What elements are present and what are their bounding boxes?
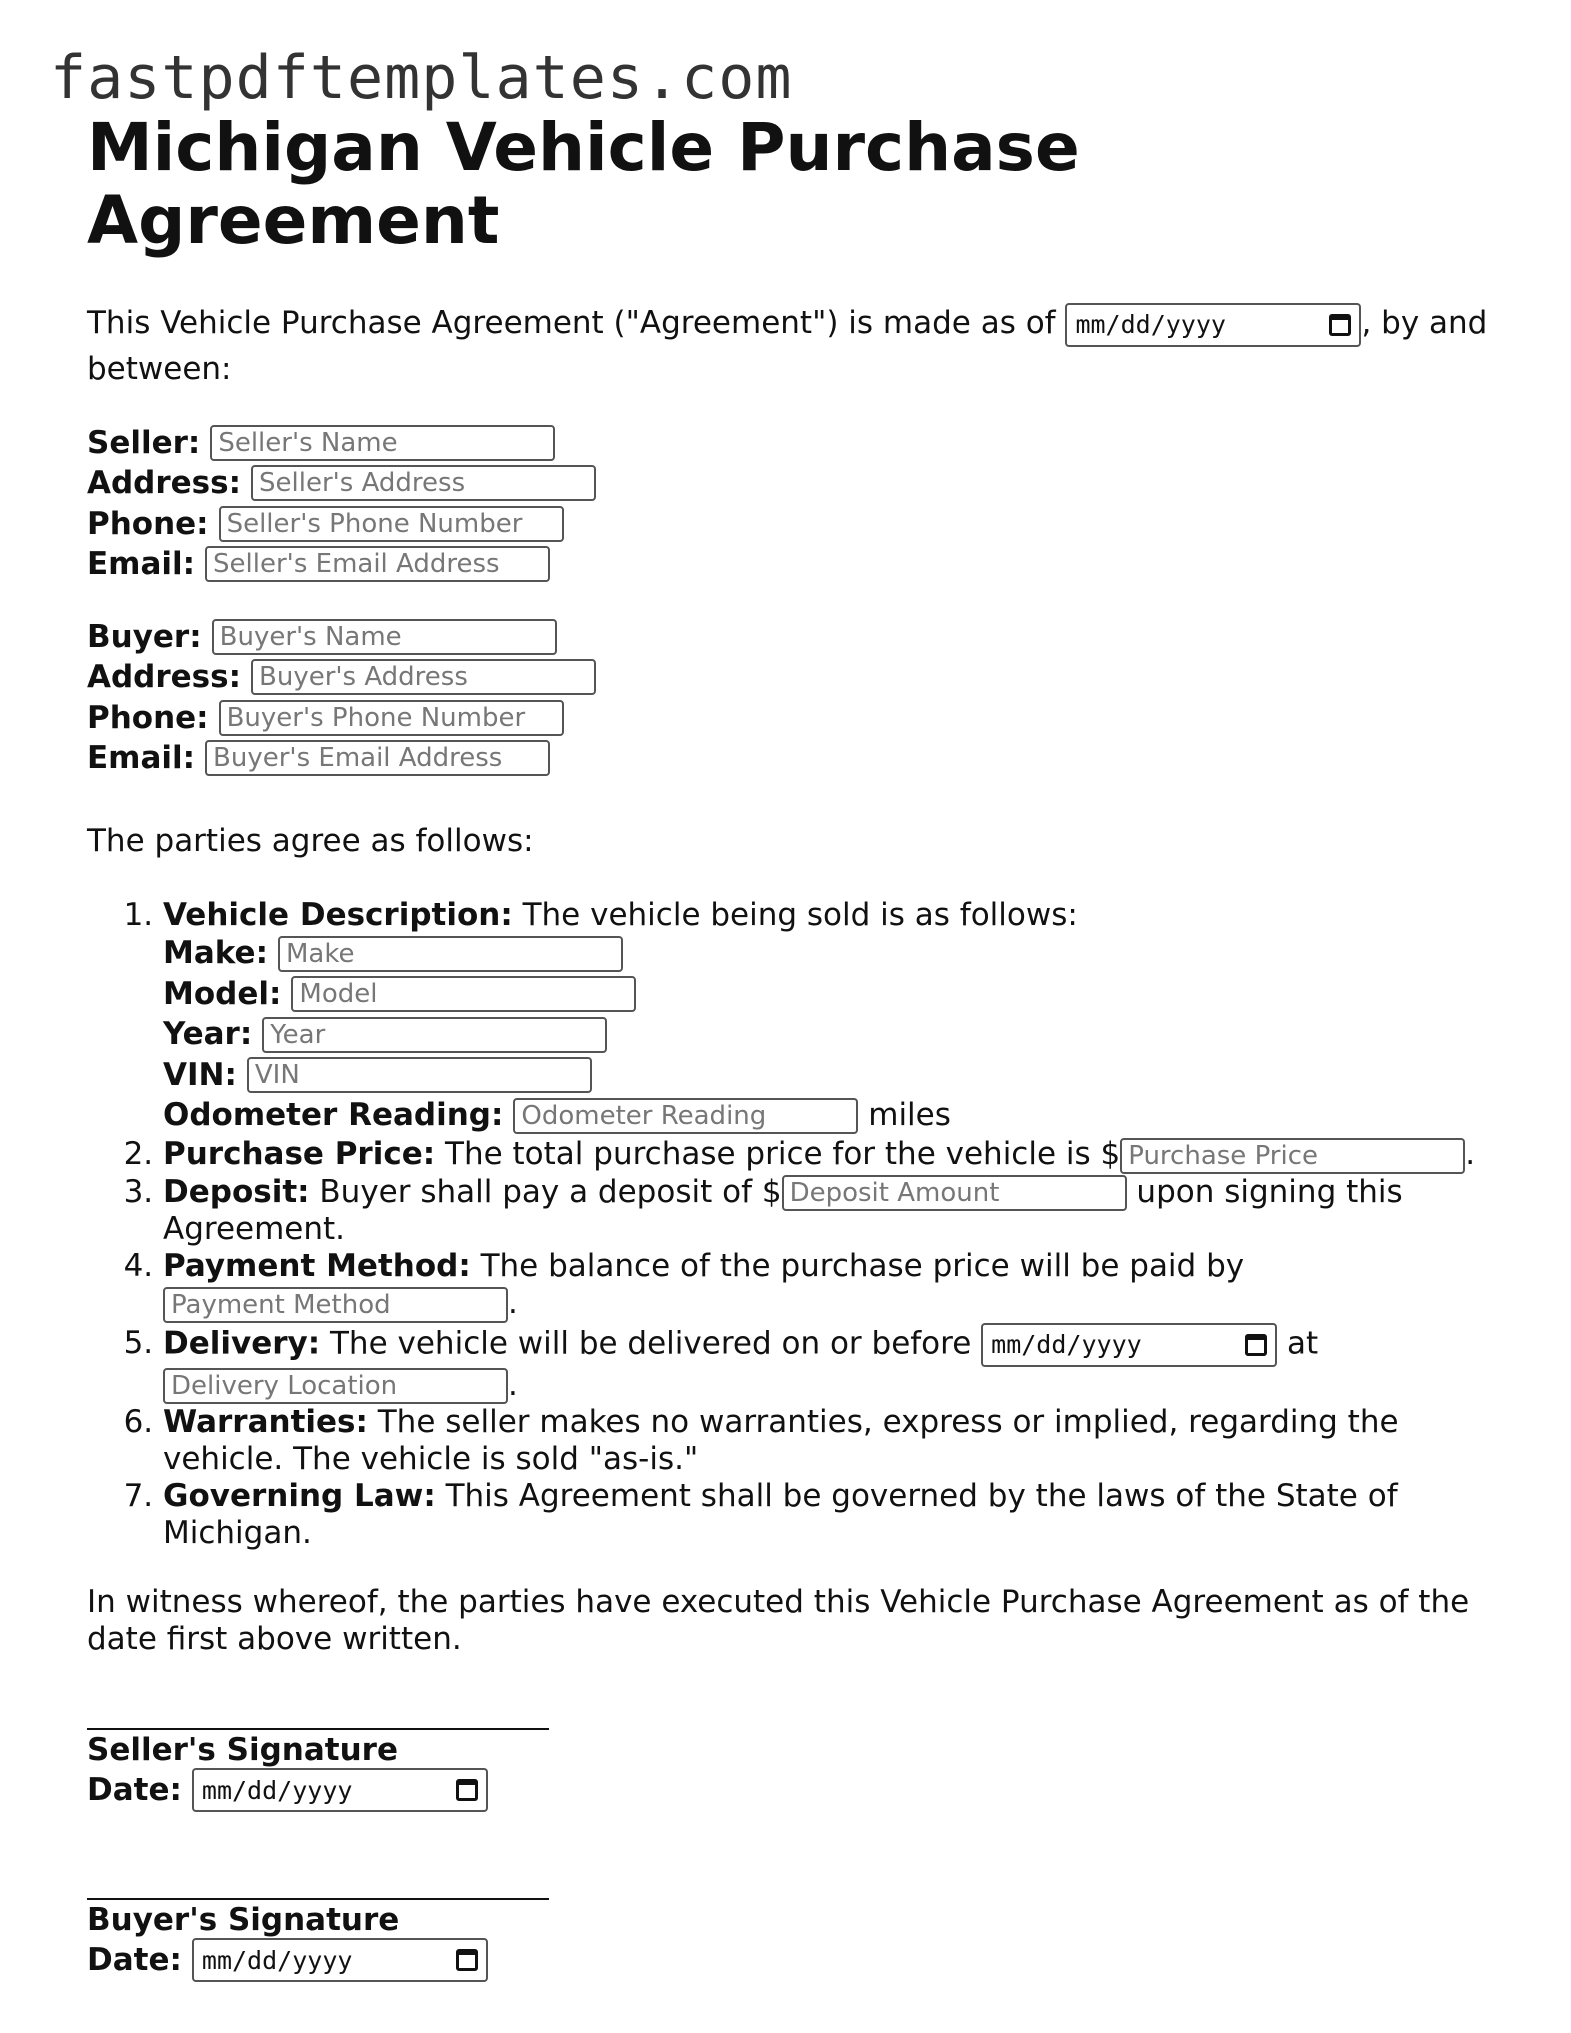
seller-address-input[interactable]: Seller's Address	[251, 465, 596, 501]
calendar-icon[interactable]	[1329, 314, 1351, 336]
clause-price: 2. Purchase Price: The total purchase price for the vehicle is $ Purchase Price .	[163, 1136, 1507, 1174]
model-input[interactable]: Model	[291, 976, 636, 1012]
buyer-signature-block: Buyer's Signature Date: mm/dd/yyyy	[87, 1868, 1507, 1982]
buyer-address-input[interactable]: Buyer's Address	[251, 659, 596, 695]
deposit-amount-input[interactable]: Deposit Amount	[782, 1175, 1127, 1211]
delivery-location-input[interactable]: Delivery Location	[163, 1368, 508, 1404]
clauses-list	[87, 897, 1507, 1553]
seller-name-input[interactable]: Seller's Name	[210, 425, 555, 461]
intro-paragraph: This Vehicle Purchase Agreement ("Agreement") is made as of mm/dd/yyyy , by and between:	[87, 301, 1507, 391]
buyer-phone-input[interactable]: Buyer's Phone Number	[219, 700, 564, 736]
agreement-date-input[interactable]: mm/dd/yyyy	[1065, 303, 1361, 347]
make-input[interactable]: Make	[278, 936, 623, 972]
document-page	[87, 109, 1507, 1982]
purchase-price-input[interactable]: Purchase Price	[1120, 1138, 1465, 1174]
seller-date-input[interactable]: mm/dd/yyyy	[192, 1768, 488, 1812]
seller-phone-input[interactable]: Seller's Phone Number	[219, 506, 564, 542]
witness-text: In witness whereof, the parties have executed this Vehicle Purchase Agreement as of the date first above written.	[87, 1584, 1470, 1658]
calendar-icon[interactable]	[456, 1949, 478, 1971]
clause-governing-law: 7. Governing Law: This Agreement shall be governed by the laws of the State of Michigan.	[163, 1478, 1507, 1552]
seller-email-input[interactable]: Seller's Email Address	[205, 546, 550, 582]
payment-method-input[interactable]: Payment Method	[163, 1287, 508, 1323]
delivery-date-input[interactable]: mm/dd/yyyy	[981, 1323, 1277, 1367]
vin-input[interactable]: VIN	[247, 1057, 592, 1093]
clause-warranties: 6. Warranties: The seller makes no warranties, express or implied, regarding the vehicle. The vehicle is sold "as-is."	[163, 1404, 1507, 1478]
seller-signature-block: Seller's Signature Date: mm/dd/yyyy	[87, 1698, 1507, 1812]
agree-text: The parties agree as follows:	[87, 822, 534, 859]
clause-deposit: 3. Deposit: Buyer shall pay a deposit of $ Deposit Amount upon signing this Agreement.	[163, 1174, 1507, 1249]
clause-payment: 4. Payment Method: The balance of the purchase price will be paid by Payment Method .	[163, 1248, 1507, 1323]
buyer-date-input[interactable]: mm/dd/yyyy	[192, 1938, 488, 1982]
buyer-name-input[interactable]: Buyer's Name	[212, 619, 557, 655]
year-input[interactable]: Year	[262, 1017, 607, 1053]
calendar-icon[interactable]	[456, 1779, 478, 1801]
odometer-input[interactable]: Odometer Reading	[513, 1098, 858, 1134]
watermark: fastpdftemplates.com	[50, 43, 793, 113]
page-title: Michigan Vehicle Purchase Agreement	[87, 109, 1080, 259]
seller-signature-line[interactable]	[87, 1698, 549, 1730]
seller-block: Seller: Seller's Name Address: Seller's Address Phone: Seller's Phone Number Email: Seller's Email Address	[87, 423, 1507, 585]
calendar-icon[interactable]	[1245, 1334, 1267, 1356]
buyer-block: Buyer: Buyer's Name Address: Buyer's Address Phone: Buyer's Phone Number Email: Buyer's Email Address	[87, 617, 1507, 779]
buyer-signature-line[interactable]	[87, 1868, 549, 1900]
buyer-email-input[interactable]: Buyer's Email Address	[205, 740, 550, 776]
clause-delivery: 5. Delivery: The vehicle will be delivered on or before mm/dd/yyyy at Delivery Location .	[163, 1323, 1507, 1405]
clause-vehicle: 1. Vehicle Description: The vehicle being sold is as follows: Make: Make Model: Model Year: Year VIN: VIN Odometer Reading: Odometer Reading miles	[163, 897, 1507, 1137]
